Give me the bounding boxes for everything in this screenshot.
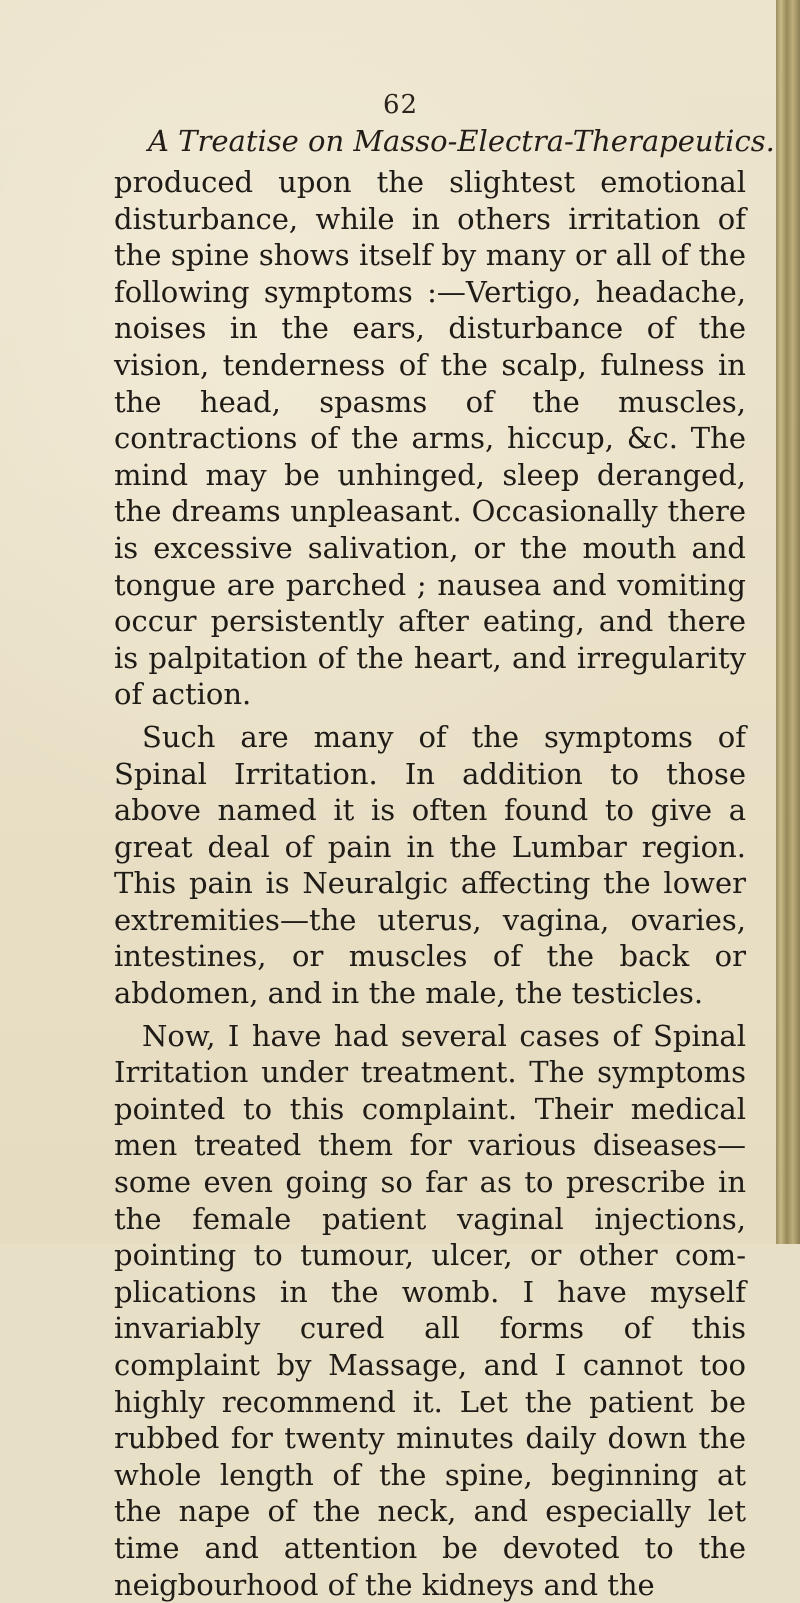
page-edge-shadow	[776, 0, 800, 1244]
body-text	[114, 164, 746, 1603]
paragraph-treatment-cases: Now, I have had several cases of Spinal Irritation under treatment. The symptoms pointed to this complaint. Their medical men treated them for various diseases—some even going so far as to prescribe in the female patient vaginal injections, pointing to tumour, ulcer, or other complications in the womb. I have myself invariably cured all forms of this complaint by Massage, and I cannot too highly recommend it. Let the patient be rubbed for twenty minutes daily down the whole length of the spine, beginning at the nape of the neck, and especially let time and attention be devoted to the neigbourhood of the kidneys and the	[114, 1018, 746, 1602]
paragraph-spinal-irritation: Such are many of the symptoms of Spinal Irritation. In addition to those above named it is often found to give a great deal of pain in the Lumbar region. This pain is Neuralgic affecting the lower extremities—the uterus, vagina, ovaries, intestines, or muscles of the back or abdomen, and in the male, the testicles.	[114, 719, 746, 1011]
paragraph-continuation: produced upon the slightest emotional disturbance, while in others irritation of the spine shows itself by many or all of the following symptoms :—Vertigo, headache, noises in the ears, disturbance of the vision, tenderness of the scalp, fulness in the head, spasms of the muscles, contractions of the arms, hiccup, &c. The mind may be unhinged, sleep deranged, the dreams unpleasant. Occasionally there is excessive salivation, or the mouth and tongue are parched ; nausea and vomiting occur persistently after eating, and there is palpitation of the heart, and irregularity of action.	[114, 165, 746, 712]
running-title: A Treatise on Masso-Electra-Therapeutics.	[148, 124, 775, 158]
page-number: 62	[383, 90, 419, 120]
